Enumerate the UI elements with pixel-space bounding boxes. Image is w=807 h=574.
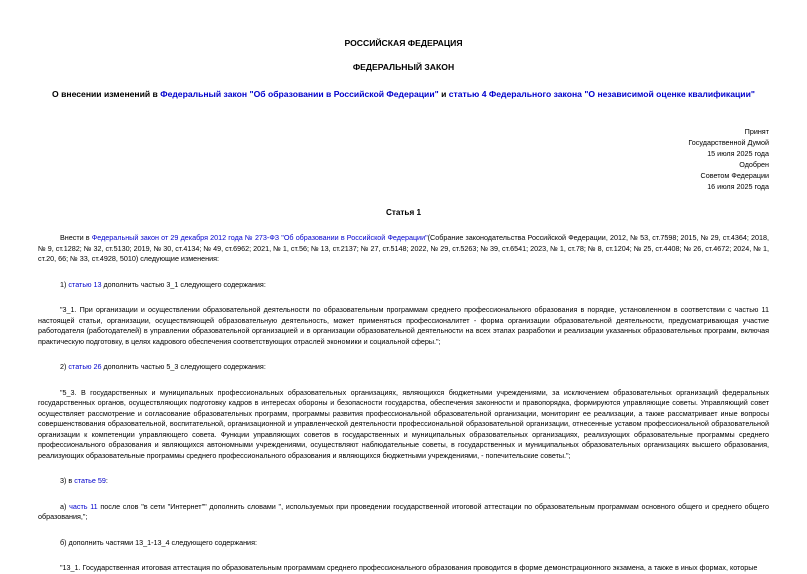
title-text-1: О внесении изменений в [52, 89, 161, 99]
intro-text-2: (Собрание законодательства Российской Федерации, 2012, № 53, ст.7598; 2015, № 29, ст.4364; 2018, № 9, ст.1282; № 32, ст.5130; 2019, № 30, ст.4134; № 49, ст.6962; 2021, № 1, ст.56; № 13, ст.2137; № 27, ст.5148; 2022, № 29, ст.5263; № 39, ст.6541; 2023, № 1, ст.78; № 8, ст.1204; № 25, ст.4408; № 26, ст.4672; 2024, № 1, ст.20, 66; № 33, ст.4928, 5010) следующие изменения: [38, 233, 769, 263]
approved-by: Советом Федерации [700, 170, 769, 180]
accepted-date: 15 июля 2025 года [707, 148, 769, 158]
law-type-heading: ФЕДЕРАЛЬНЫЙ ЗАКОН [352, 61, 455, 72]
item-3 [38, 476, 769, 487]
intro-link-law[interactable]: Федеральный закон от 29 декабря 2012 года № 273-ФЗ "Об образовании в Российской Федерации" [91, 233, 428, 242]
item-1 [38, 280, 769, 291]
item-3a [38, 502, 769, 523]
country-heading: РОССИЙСКАЯ ФЕДЕРАЦИЯ [344, 38, 463, 48]
title-link-education-law[interactable]: Федеральный закон "Об образовании в Российской Федерации" [160, 89, 439, 99]
item-3-text: : [105, 476, 108, 485]
item-3-link[interactable]: статье 59 [74, 476, 106, 485]
accepted-label: Принят [744, 126, 769, 136]
item-1-text: дополнить частью 3_1 следующего содержания: [101, 279, 266, 289]
item-2-link[interactable]: статью 26 [68, 362, 102, 371]
item-3b: б) дополнить частями 13_1-13_4 следующего содержания: [60, 537, 257, 547]
law-title [38, 89, 769, 100]
intro-text-1: Внести в [60, 233, 92, 242]
item-3-num: 3) в [60, 476, 75, 485]
item-3a-text: после слов "в сети "Интернет"" дополнить словами ", используемых при проведении государственной итоговой аттестации по образовательным программам основного общего и среднего общего образования,"; [38, 501, 769, 521]
quote-2: "5_3. В государственных и муниципальных профессиональных образовательных организациях, являющихся бюджетными учреждениями, за исключением образовательных организаций федеральных государственных органов, осуществляющих подготовку кадров в интересах обороны и безопасности государства, обеспечения законности и правопорядка, формируются управляющие советы. Управляющий совет осуществляет рассмотрение и согласование образовательных программ, программы развития профессиональной образовательной организации, мониторинг ее реализации, а также рассматривает иные вопросы совершенствования образовательной, воспитательной, организационной и управленческой деятельности профессиональной образовательной организации, отнесенные уставом профессиональной образовательной организации к компетенции управляющего совета. Функции управляющих советов в государственных и муниципальных образовательных организациях, реализующих образовательные программы среднего профессионального образования и являющихся автономными учреждениями, осуществляют наблюдательные советы, в государственных и муниципальных образовательных организациях высшего образования, реализующих образовательные программы среднего профессионального образования и являющихся бюджетными учреждениями, - попечительские советы."; [38, 387, 769, 460]
article-title: Статья 1 [385, 207, 422, 217]
accepted-by: Государственной Думой [688, 137, 769, 147]
item-1-link[interactable]: статью 13 [68, 279, 102, 289]
item-3a-num: а) [60, 501, 70, 511]
quote-3: "13_1. Государственная итоговая аттестация по образовательным программам среднего профессионального образования проводится в форме демонстрационного экзамена, а также в иных формах, которые [60, 563, 758, 572]
intro-paragraph [38, 233, 769, 265]
approved-label: Одобрен [739, 159, 769, 169]
item-1-num: 1) [60, 279, 69, 289]
item-2-num: 2) [60, 362, 69, 371]
approved-date: 16 июля 2025 года [707, 181, 769, 191]
title-text-2: и [438, 89, 449, 99]
item-2 [38, 362, 769, 373]
adoption-block [38, 126, 769, 192]
item-3a-link[interactable]: часть 11 [69, 501, 98, 511]
item-2-text: дополнить частью 5_3 следующего содержания: [101, 362, 266, 371]
quote-1: "3_1. При организации и осуществлении образовательной деятельности по образовательным программам среднего профессионального образования в порядке, установленном в соответствии с частью 11 настоящей статьи, организации, осуществляющей образовательную деятельность, может применяться профессионалитет - форма организации образовательной деятельности, предусматривающая участие работодателя (работодателей) в управлении образовательной организацией и в организации образовательной деятельности на всех этапах разработки и реализации указанных образовательных программ, включая практическую подготовку, в целях кадрового обеспечения соответствующих отраслей экономики и социальной сферы."; [38, 305, 769, 346]
title-link-qualification-law[interactable]: статью 4 Федерального закона "О независимой оценке квалификации" [448, 89, 755, 99]
